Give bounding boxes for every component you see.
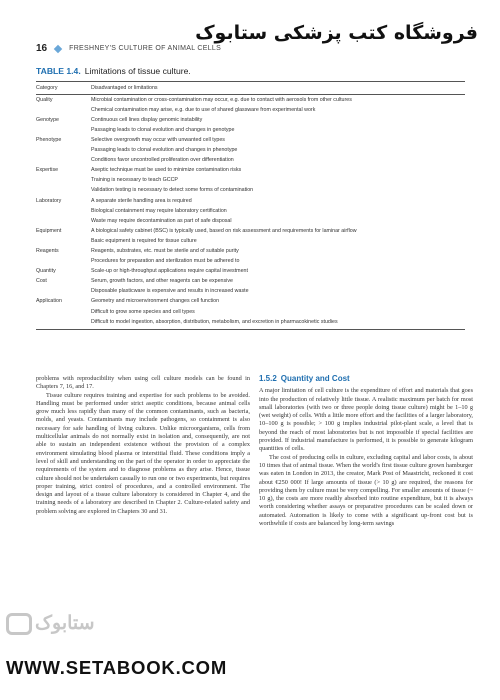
table-cell-category — [36, 176, 91, 186]
watermark-url: WWW.SETABOOK.COM — [6, 657, 228, 678]
table-cell-limitation: Geometry and microenvironment changes cell function — [91, 298, 220, 305]
table-row — [36, 257, 465, 267]
table-row — [36, 206, 465, 216]
table-cell-category — [36, 186, 91, 196]
table-cell-limitation: Selective overgrowth may occur with unwanted cell types — [91, 136, 225, 143]
body-paragraph: Tissue culture requires training and expertise for such problems to be avoided. Handling must be performed under strict aseptic conditions, because animal cells grow much less rapidly than many of the common contaminants, such as bacteria, molds, and yeasts. Contaminants may include pathogens, so containment is also necessary for safe handling of living cultures. Unlike microorganisms, cells from multicellular animals do not normally exist in isolation and, consequently, are not able to sustain an independent existence without the provision of a complex environment simulating blood plasma or interstitial fluid. These conditions imply a level of skill and understanding on the part of the operator in order to appreciate the requirements of the system and to diagnose problems as they arise. Hence, tissue culture should not be undertaken casually to run one or two experiments, but requires proper training, strict control of procedures, and a controlled environment. The design and layout of a tissue culture laboratory is considered in Chapter 4, and the training needs of a laboratory are described in Chapter 2. Culture-related safety and problem solving are explored in Chapters 30 and 31. — [36, 391, 250, 515]
table-cell-limitation: Reagents, substrates, etc. must be sterile and of suitable purity — [91, 248, 239, 254]
table-cell-limitation: Conditions favor uncontrolled proliferation over differentiation — [91, 157, 234, 164]
table-cell-limitation: Aseptic technique must be used to minimize contamination risks — [91, 167, 242, 174]
table-title: Limitations of tissue culture. — [84, 66, 191, 76]
table-cell-limitation: Difficult to grow some species and cell types — [91, 308, 195, 315]
table-cell-limitation: Passaging leads to clonal evolution and changes in genotype — [91, 126, 235, 133]
table-cell-limitation: Difficult to model ingestion, absorption, distribution, metabolism, and excretion in pharmacokinetic studies — [91, 317, 465, 329]
running-title: FRESHNEY'S CULTURE OF ANIMAL CELLS — [69, 45, 222, 52]
table-caption — [36, 66, 191, 76]
table-cell-limitation: Chemical contamination may arise, e.g. due to use of shared glassware from experimental work — [91, 106, 316, 113]
table-header-row — [36, 82, 465, 95]
table-cell-category: Expertise — [36, 167, 59, 174]
table-cell-category: Phenotype — [36, 136, 62, 143]
table-cell-category: Reagents — [36, 248, 59, 254]
table-row — [36, 317, 465, 329]
body-paragraph: A major limitation of cell culture is the expenditure of effort and materials that goes into the production of relatively little tissue. A realistic maximum per batch for most small laboratories (with two or three people doing tissue culture) might be 1–10 g (wet weight) of cells. With a little more effort and the facilities of a larger laboratory, 10–100 g is possible; > 100 g implies industrial pilot-plant scale, a level that is beyond the reach of most laboratories but is not impossible if special facilities are provided. If industrial manufacture is performed, it is possible to generate kilogram quantities of cells. — [259, 387, 473, 453]
table-cell-category: Quality — [36, 96, 53, 103]
section-number: 1.5.2 — [259, 374, 277, 383]
section-title: Quantity and Cost — [280, 374, 350, 383]
table-cell-category — [36, 317, 91, 329]
table-row — [36, 95, 465, 106]
table-body — [36, 95, 465, 330]
table-row — [36, 216, 465, 226]
table-label: TABLE 1.4. — [36, 66, 81, 76]
table-cell-category — [36, 145, 91, 155]
table-cell-limitation: Biological containment may require laboratory certification — [91, 207, 227, 214]
table-row — [36, 267, 465, 277]
table-row — [36, 196, 465, 206]
table-row — [36, 246, 465, 256]
running-head — [36, 43, 221, 54]
table-row — [36, 236, 465, 246]
section-heading — [259, 375, 473, 383]
column-header-limitations: Disadvantaged or limitations — [91, 82, 465, 95]
table-row — [36, 307, 465, 317]
table-cell-category — [36, 125, 91, 135]
column-header-category: Category — [36, 82, 91, 95]
table-cell-limitation: A separate sterile handling area is required — [91, 197, 192, 204]
table-cell-limitation: Disposable plasticware is expensive and results in increased waste — [91, 288, 249, 295]
table-cell-limitation: Validation testing is necessary to detect some forms of contamination — [91, 187, 254, 194]
table-row — [36, 287, 465, 297]
table-row — [36, 135, 465, 145]
logo-text: ستابوک — [35, 613, 95, 634]
table-row — [36, 166, 465, 176]
setabook-logo — [6, 612, 95, 635]
body-paragraph: The cost of producing cells in culture, excluding capital and labor costs, is about 10 times that of animal tissue. When the world's first tissue culture grown hamburger was eaten in London in 2013, the creator, Mark Post of Maastricht, reckoned it cost about €250 000! If large amounts of tissue (> 10 g) are required, the reasons for providing them by culture must be very compelling. For smaller amounts of tissue (~ 10 g), the costs are more readily absorbed into routine expenditure, but it is always worth considering whether assays or preparative procedures can be scaled down or automated. Automation is likely to come with a significant up-front cost but is worthwhile if costs are balanced by long-term savings — [259, 453, 473, 528]
table-cell-limitation: Basic equipment is required for tissue culture — [91, 237, 197, 244]
table-cell-limitation: Continuous cell lines display genomic instability — [91, 116, 203, 123]
table-row — [36, 115, 465, 125]
table-cell-category: Quantity — [36, 268, 56, 275]
table-cell-category — [36, 307, 91, 317]
table-row — [36, 176, 465, 186]
table-row — [36, 277, 465, 287]
table-cell-category — [36, 216, 91, 226]
table-row — [36, 145, 465, 155]
table-cell-limitation: Procedures for preparation and sterilization must be adhered to — [91, 258, 240, 265]
table-cell-limitation: Passaging leads to clonal evolution and changes in phenotype — [91, 147, 238, 154]
limitations-table — [36, 81, 465, 330]
table-row — [36, 125, 465, 135]
table-cell-category — [36, 236, 91, 246]
table-cell-category: Cost — [36, 278, 47, 285]
table-cell-limitation: Training is necessary to teach GCCP — [91, 177, 178, 184]
brand-arabic-title: فروشگاه کتب پزشکی ستابوک — [195, 22, 478, 44]
table-cell-limitation: Microbial contamination or cross-contamination may occur, e.g. due to contact with aerosols from other cultures — [91, 96, 352, 103]
diamond-icon — [54, 44, 62, 52]
table-cell-category — [36, 206, 91, 216]
table-cell-limitation: A biological safety cabinet (BSC) is typically used, based on risk assessment and requirements for laminar airflow — [91, 227, 357, 234]
logo-glyph-icon — [6, 613, 32, 635]
table-cell-category: Genotype — [36, 116, 59, 123]
table-row — [36, 105, 465, 115]
table-cell-limitation: Scale-up or high-throughput applications require capital investment — [91, 268, 248, 275]
table-cell-category: Laboratory — [36, 197, 62, 204]
table-cell-category — [36, 105, 91, 115]
table-cell-category — [36, 257, 91, 267]
table-cell-category — [36, 156, 91, 166]
table-cell-limitation: Waste may require decontamination as part of safe disposal — [91, 217, 232, 224]
table-row — [36, 297, 465, 307]
left-text-column — [36, 375, 250, 516]
table-row — [36, 226, 465, 236]
table-cell-limitation: Serum, growth factors, and other reagents can be expensive — [91, 278, 233, 285]
table-row — [36, 186, 465, 196]
table-cell-category: Equipment — [36, 227, 62, 234]
right-text-column — [259, 375, 473, 528]
table-cell-category — [36, 287, 91, 297]
table-cell-category: Application — [36, 298, 62, 305]
body-paragraph: problems with reproducibility when using cell culture models can be found in Chapters 7, 16, and 17. — [36, 375, 250, 391]
table-row — [36, 156, 465, 166]
page-number: 16 — [36, 43, 48, 54]
